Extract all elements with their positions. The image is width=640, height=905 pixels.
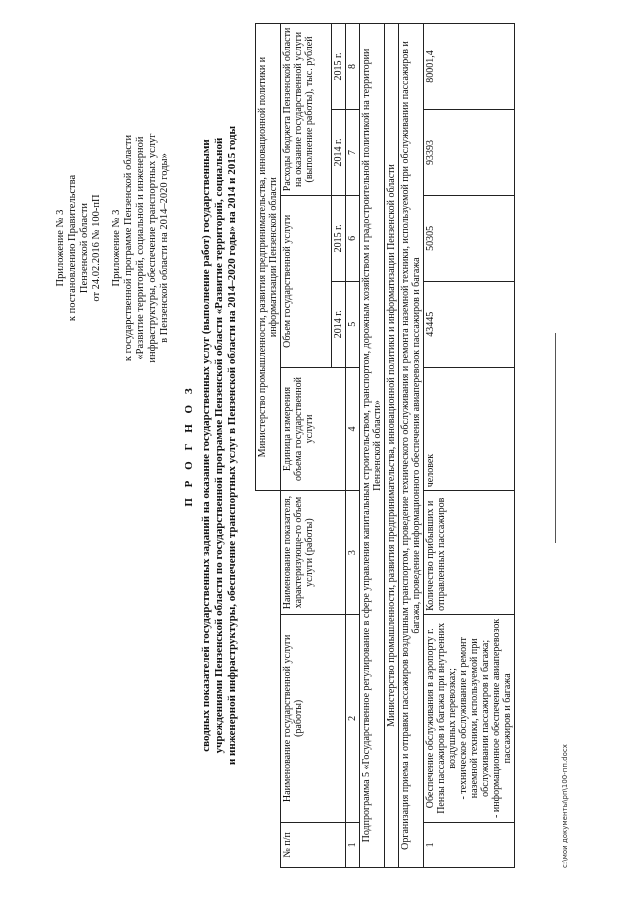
footer-divider xyxy=(555,333,556,543)
document-title xyxy=(183,23,239,868)
header-year: 2015 г. xyxy=(332,195,346,281)
approval-line: к государственной программе Пензенской области xyxy=(123,134,134,362)
column-number: 2 xyxy=(346,614,360,822)
document-page xyxy=(15,23,575,868)
title-line: сводных показателей государственных заданий на оказание государственных услуг (выполнение работ) государственными xyxy=(200,139,212,752)
expense-2015-cell: 80001,4 xyxy=(424,24,515,110)
column-number: 3 xyxy=(346,491,360,615)
service-text: - техническое обслуживание и ремонт наземной техники, используемой при обслуживании пассажиров и багажа; xyxy=(458,637,491,800)
service-text: - информационное обеспечение авиаперевозок пассажиров и багажа xyxy=(491,618,513,818)
header-year: 2014 г. xyxy=(332,281,346,367)
header-indicator-name: Наименование показателя, характеризующе-го объем услуги (работы) xyxy=(281,491,346,615)
service-text: Обеспечение обслуживания в аэропорту г. Пензы пассажиров и багажа при внутренних воздушных перевозках; xyxy=(425,622,458,814)
header-volume: Объем государственной услуги xyxy=(281,195,332,367)
title-prognoz: П Р О Г Н О З xyxy=(183,384,195,507)
column-number: 5 xyxy=(346,281,360,367)
service-name-cell xyxy=(424,614,515,822)
approval-line: в Пензенской области на 2014–2020 годы» xyxy=(159,153,170,343)
header-unit: Единица измерения объема государственной услуги xyxy=(281,367,346,491)
approval-line: Приложение № 3 xyxy=(111,209,122,287)
unit-cell: человек xyxy=(424,367,515,491)
ministry-row: Министерство промышленности, развития предпринимательства, инновационной политики и информатизации Пензенской области xyxy=(385,24,399,868)
row-num: 1 xyxy=(424,822,515,867)
approval-line: инфраструктуры, обеспечение транспортных услуг xyxy=(147,133,158,363)
title-line: учреждениями Пензенской области по государственной программе Пензенской области «Развитие территорий, социальной xyxy=(213,137,225,754)
expense-2014-cell: 93393 xyxy=(424,110,515,196)
approval-line: Приложение № 3 xyxy=(55,209,66,287)
column-number: 6 xyxy=(346,195,360,281)
header-expenses: Расходы бюджета Пензенской области на оказание государственной услуги (выполнение работы), тыс. рублей xyxy=(281,24,332,196)
header-year: 2015 г. xyxy=(332,24,346,110)
column-number: 7 xyxy=(346,110,360,196)
header-ministry: Министерство промышленности, развития предпринимательства, инновационной политики и информатизации Пензенской области xyxy=(256,24,281,491)
approval-line: от 24.02.2016 № 100-пП xyxy=(91,194,102,302)
subprogram-row: Подпрограмма 5 «Государственное регулирование в сфере управления капитальным строительством, транспортом, дорожным хозяйством и градостроительной политикой на территории Пензенской области» xyxy=(360,24,385,868)
indicator-cell: Количество прибывших и отправленных пассажиров xyxy=(424,491,515,615)
column-number: 4 xyxy=(346,367,360,491)
column-number: 1 xyxy=(346,822,360,867)
volume-2014-cell: 43445 xyxy=(424,281,515,367)
column-number: 8 xyxy=(346,24,360,110)
forecast-table xyxy=(255,23,515,868)
header-year: 2014 г. xyxy=(332,110,346,196)
approval-stamp xyxy=(55,48,171,448)
header-service-name: Наименование государственной услуги (работы) xyxy=(281,614,346,822)
header-num: № п/п xyxy=(281,822,346,867)
approval-line: «Развитие территорий, социальной и инженерной xyxy=(135,136,146,360)
title-line: и инженерной инфраструктуры, обеспечение транспортных услуг в Пензенской области на 2014–2020 годы» на 2014 и 2015 годы xyxy=(226,125,238,766)
approval-line: к постановлению Правительства xyxy=(67,174,78,322)
volume-2015-cell: 50305 xyxy=(424,195,515,281)
work-row: Организация приема и отправки пассажиров воздушным транспортом, проведение технического обслуживания и ремонта наземной техники, используемой при обслуживании пассажиров и багажа, проведение информационного обеспечения авиаперевозок пассажиров и багажа xyxy=(399,24,424,868)
footer-file-path: c:\мои документы\рп\100-пп.docx xyxy=(561,744,569,868)
approval-line: Пензенской области xyxy=(79,202,90,294)
table-row xyxy=(424,24,515,868)
